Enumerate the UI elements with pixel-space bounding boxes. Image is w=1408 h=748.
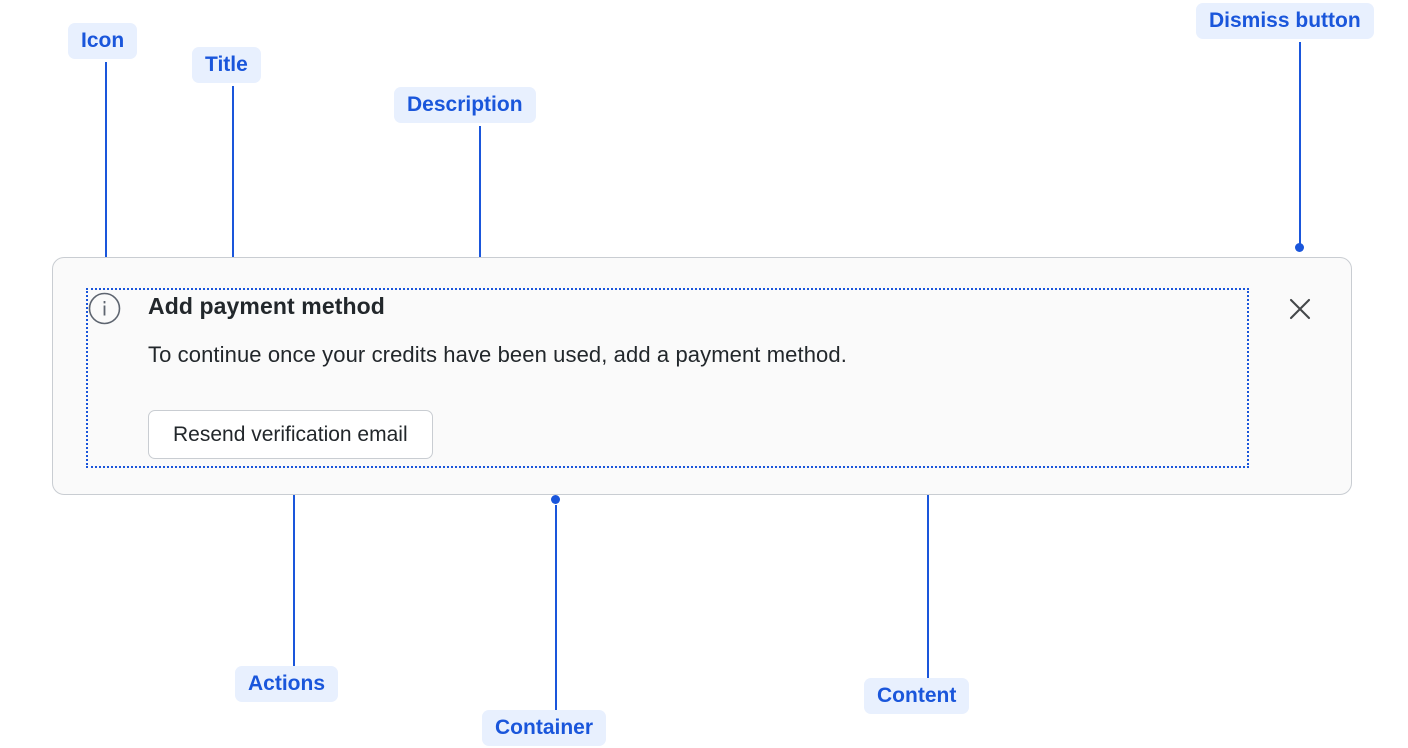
leader-line-content: [927, 474, 929, 678]
leader-line-container: [555, 505, 557, 710]
annotation-label-title: Title: [192, 47, 261, 83]
annotation-label-container: Container: [482, 710, 606, 746]
resend-verification-email-button[interactable]: Resend verification email: [148, 410, 433, 459]
annotation-label-icon: Icon: [68, 23, 137, 59]
annotation-label-content: Content: [864, 678, 969, 714]
leader-dot-dismiss-button: [1295, 243, 1304, 252]
close-icon: [1287, 296, 1313, 322]
dismiss-button[interactable]: [1282, 291, 1318, 327]
leader-line-icon: [105, 62, 107, 270]
leader-line-dismiss-button: [1299, 42, 1301, 247]
leader-dot-container: [551, 495, 560, 504]
alert-description: To continue once your credits have been used, add a payment method.: [148, 342, 847, 367]
leader-line-title: [232, 86, 234, 280]
info-circle-icon: [88, 292, 121, 325]
alert-actions: [148, 410, 433, 459]
annotation-label-description: Description: [394, 87, 536, 123]
alert-title: Add payment method: [148, 293, 385, 319]
annotation-label-dismiss-button: Dismiss button: [1196, 3, 1374, 39]
annotation-label-actions: Actions: [235, 666, 338, 702]
